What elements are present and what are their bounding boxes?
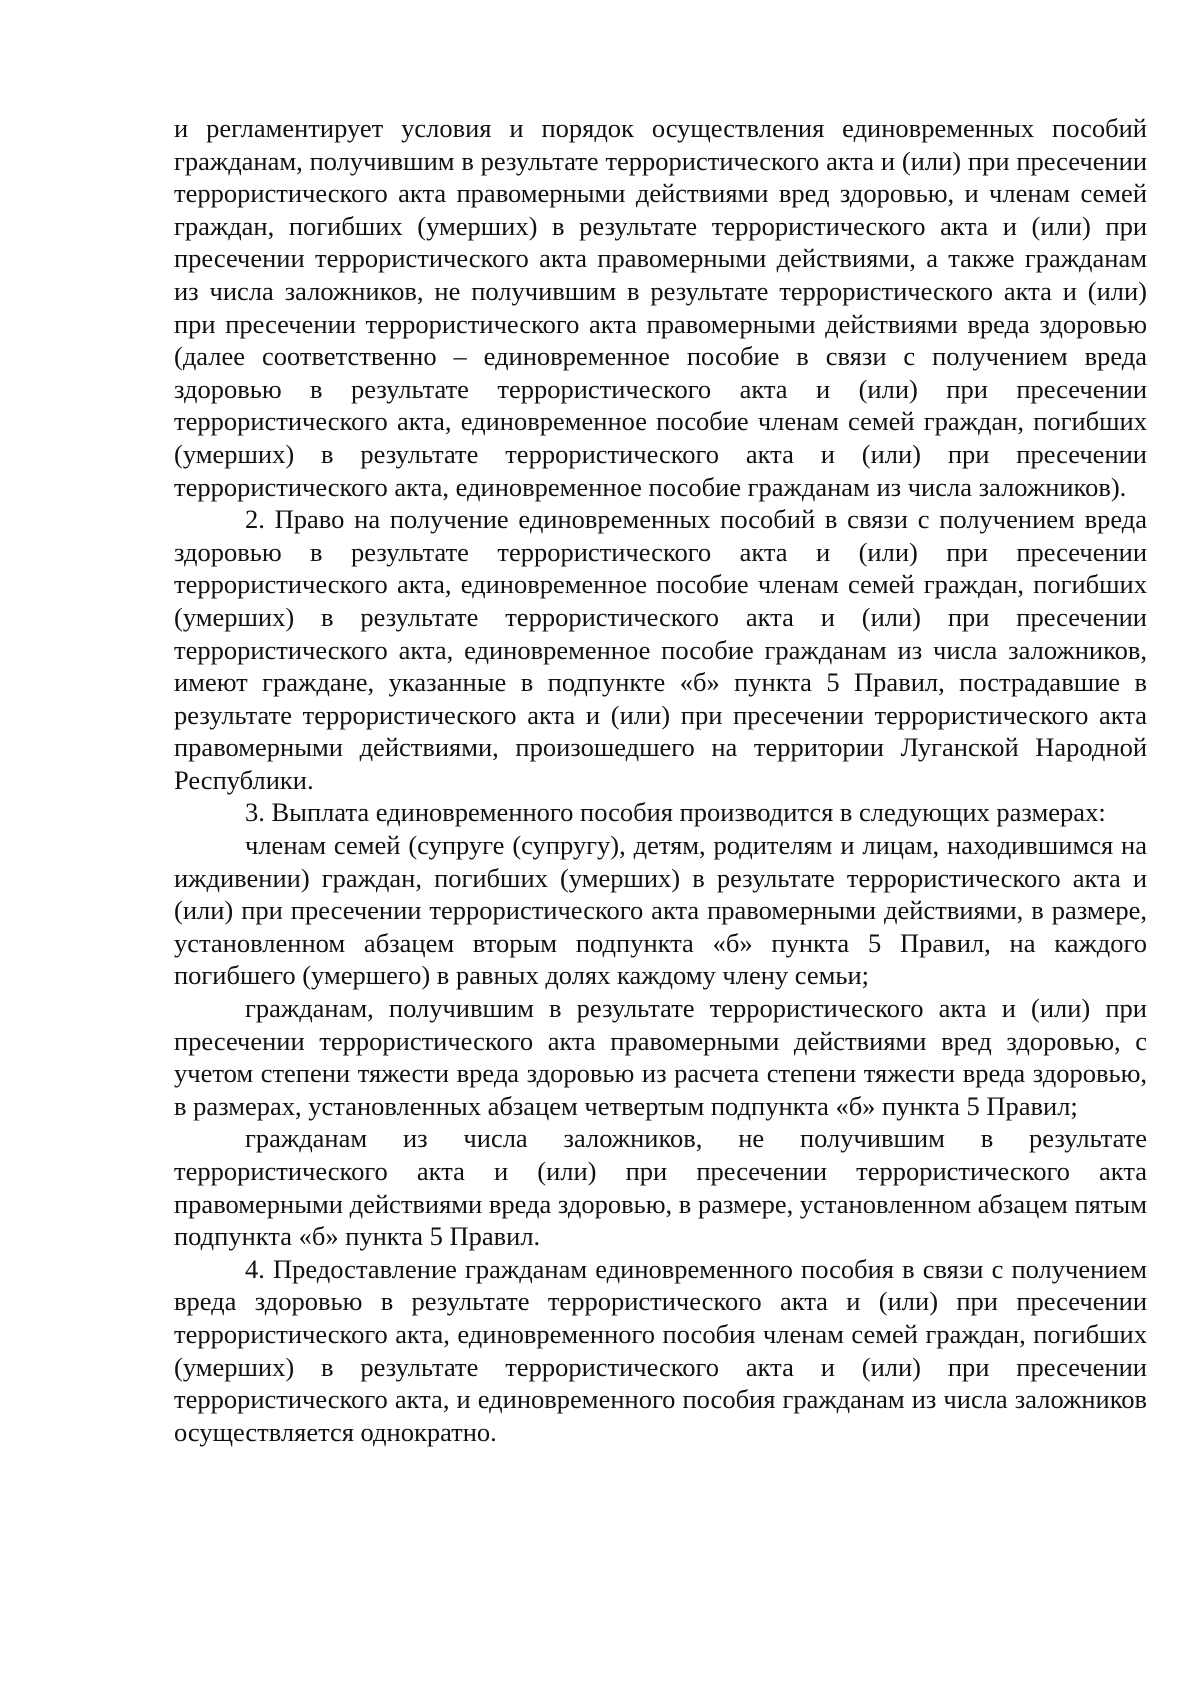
paragraph-item-3-family: членам семей (супруге (супругу), детям, родителям и лицам, находившимся на иждивении) граждан, погибших (умерших) в результате террористического акта и (или) при пресечении террористического акта правомерными действиями, в размере, установленном абзацем вторым подпункта «б» пункта 5 Правил, на каждого погибшего (умершего) в равных долях каждому члену семьи; — [174, 830, 1147, 991]
paragraph-item-3-hostages: гражданам из числа заложников, не получившим в результате террористического акта и (или) при пресечении террористического акта правомерными действиями вреда здоровью, в размере, установленном абзацем пятым подпункта «б» пункта 5 Правил. — [174, 1123, 1147, 1252]
paragraph-item-4: 4. Предоставление гражданам единовременного пособия в связи с получением вреда здоровью в результате террористического акта и (или) при пресечении террористического акта, единовременного пособия членам семей граждан, погибших (умерших) в результате террористического акта и (или) при пресечении террористического акта, и единовременного пособия гражданам из числа заложников осуществляется однократно. — [174, 1253, 1147, 1447]
paragraph-item-3-injured: гражданам, получившим в результате террористического акта и (или) при пресечении террористического акта правомерными действиями вред здоровью, с учетом степени тяжести вреда здоровью из расчета степени тяжести вреда здоровью, в размерах, установленных абзацем четвертым подпункта «б» пункта 5 Правил; — [174, 993, 1147, 1121]
paragraph-item-2: 2. Право на получение единовременных пособий в связи с получением вреда здоровью в результате террористического акта и (или) при пресечении террористического акта, единовременное пособие членам семей граждан, погибших (умерших) в результате террористического акта и (или) при пресечении террористического акта, единовременное пособие гражданам из числа заложников, имеют граждане, указанные в подпункте «б» пункта 5 Правил, пострадавшие в результате террористического акта и (или) при пресечении террористического акта правомерными действиями, произошедшего на территории Луганской Народной Республики. — [174, 504, 1147, 795]
document-body — [174, 112, 1147, 1448]
paragraph-continuation: и регламентирует условия и порядок осуществления единовременных пособий гражданам, получившим в результате террористического акта и (или) при пресечении террористического акта правомерными действиями вред здоровью, и членам семей граждан, погибших (умерших) в результате террористического акта и (или) при пресечении террористического акта правомерными действиями, а также гражданам из числа заложников, не получившим в результате террористического акта и (или) при пресечении террористического акта правомерными действиями вреда здоровью (далее соответственно – единовременное пособие в связи с получением вреда здоровью в результате террористического акта и (или) при пресечении террористического акта, единовременное пособие членам семей граждан, погибших (умерших) в результате террористического акта и (или) при пресечении террористического акта, единовременное пособие гражданам из числа заложников). — [174, 113, 1147, 502]
paragraph-item-3: 3. Выплата единовременного пособия производится в следующих размерах: — [245, 797, 1106, 828]
